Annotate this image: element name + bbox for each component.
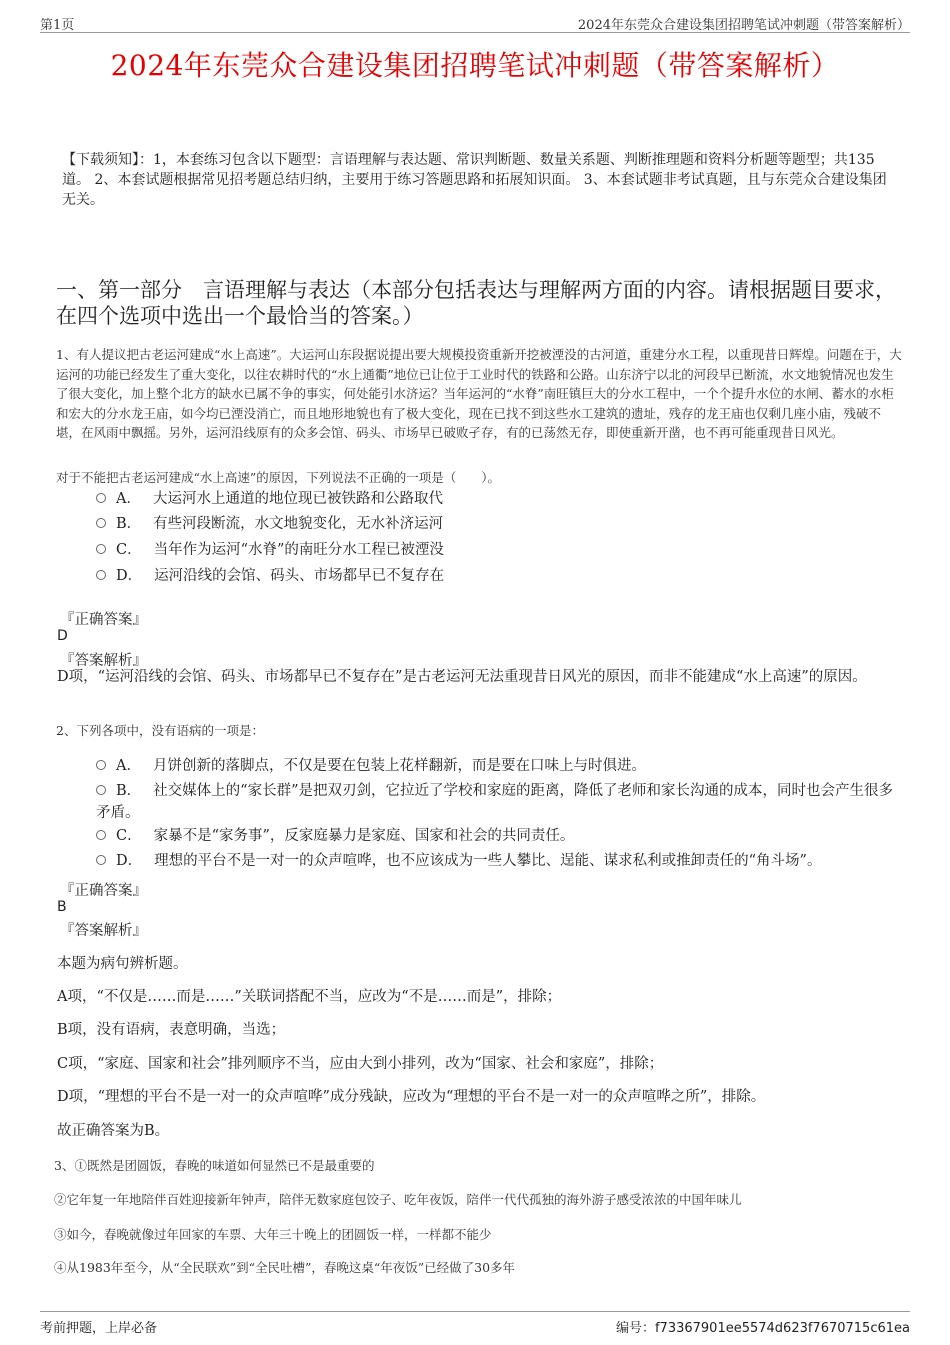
q2-option-b[interactable]: B． 社交媒体上的“家长群”是把双刃剑，它拉近了学校和家庭的距离，降低了老师和家长沟通的成本，同时也会产生很多矛盾。: [96, 783, 893, 821]
q1-option-a[interactable]: A． 大运河水上通道的地位现已被铁路和公路取代: [96, 488, 895, 510]
q2-option-a[interactable]: A． 月饼创新的落脚点，不仅是要在包装上花样翻新，而是要在口味上与时俱进。: [96, 755, 895, 777]
question-2-stem: 2、下列各项中，没有语病的一项是：: [56, 723, 264, 738]
page-footer: [40, 1311, 910, 1338]
radio-icon[interactable]: [96, 570, 106, 580]
radio-icon[interactable]: [96, 855, 106, 865]
q1-answer-label: 『正确答案』: [60, 612, 147, 628]
q2-option-c[interactable]: C． 家暴不是“家务事”，反家庭暴力是家庭、国家和社会的共同责任。: [96, 825, 895, 847]
q1-analysis: D项，“运河沿线的会馆、码头、市场都早已不复存在”是古老运河无法重现昔日风光的原因，而非不能建成“水上高速”的原因。: [57, 669, 867, 685]
q2-answer: B: [57, 899, 67, 915]
question-3-line: ③如今，春晚就像过年回家的车票、大年三十晚上的团圆饭一样，一样都不能少: [54, 1227, 492, 1242]
question-1-passage: 1、有人提议把古老运河建成“水上高速”。大运河山东段据说提出要大规模投资重新开挖被湮没的古河道，重建分水工程，以重现昔日辉煌。问题在于，大运河的功能已经发生了重大变化，以往农耕时代的“水上通衢”地位已让位于工业时代的铁路和公路。山东济宁以北的河段早已断流，水文地貌情况也发生了很大变化，加上整个北方的缺水已属不争的事实，何处能引水济运？当年运河的“水脊”南旺镇巨大的分水工程中，一个个提升水位的水闸、蓄水的水柜和宏大的分水龙王庙，如今均已湮没消亡，而且地形地貌也有了极大变化，现在已找不到这些水工建筑的遗址，残存的龙王庙也仅剩几座小庙，残破不堪，在风雨中飘摇。另外，运河沿线原有的众多会馆、码头、市场早已破败孑存，有的已荡然无存，即使重新开凿，也不再可能重现昔日风光。: [56, 347, 902, 441]
download-notice: 【下载须知】：1，本套练习包含以下题型：言语理解与表达题、常识判断题、数量关系题、判断推理题和资料分析题等题型；共135道。 2、本套试题根据常见招考题总结归纳，主要用于练习答题思路和拓展知识面。 3、本套试题非考试真题，且与东莞众合建设集团无关。: [62, 152, 887, 208]
q2-analysis-line: D项，“理想的平台不是一对一的众声喧哗”成分残缺，应改为“理想的平台不是一对一的众声喧哗之所”，排除。: [57, 1089, 766, 1105]
page-header: [40, 12, 910, 33]
page-number: 第1页: [40, 18, 75, 33]
section-title: 一、第一部分 言语理解与表达（本部分包括表达与理解两方面的内容。请根据题目要求，在四个选项中选出一个最恰当的答案。）: [56, 278, 896, 328]
q1-option-c[interactable]: C． 当年作为运河“水脊”的南旺分水工程已被湮没: [96, 539, 895, 561]
q1-option-d[interactable]: D． 运河沿线的会馆、码头、市场都早已不复存在: [96, 565, 895, 587]
q1-answer: D: [57, 628, 68, 644]
q2-analysis-label: 『答案解析』: [60, 923, 147, 939]
q2-option-d[interactable]: D． 理想的平台不是一对一的众声喧哗，也不应该成为一些人攀比、逞能、谋求私利或推卸责任的“角斗场”。: [96, 850, 895, 872]
q2-analysis-line: B项，没有语病，表意明确，当选；: [57, 1022, 286, 1038]
q2-analysis-line: 故正确答案为B。: [57, 1123, 170, 1139]
question-3-line: ④从1983年至今，从“全民联欢”到“全民吐槽”，春晚这桌“年夜饭”已经做了30多年: [54, 1260, 516, 1275]
footer-doc-code: [616, 1317, 910, 1336]
q2-answer-label: 『正确答案』: [60, 883, 147, 899]
radio-icon[interactable]: [96, 518, 106, 528]
footer-slogan: 考前押题，上岸必备: [40, 1321, 158, 1336]
q2-analysis-line: C项，“家庭、国家和社会”排列顺序不当，应由大到小排列，改为“国家、社会和家庭”，排除；: [57, 1056, 664, 1072]
radio-icon[interactable]: [96, 830, 106, 840]
question-1-stem: 对于不能把古老运河建成“水上高速”的原因，下列说法不正确的一项是（ ）。: [56, 470, 501, 485]
radio-icon[interactable]: [96, 760, 106, 770]
q1-option-b[interactable]: B． 有些河段断流，水文地貌变化，无水补济运河: [96, 513, 895, 535]
radio-icon[interactable]: [96, 544, 106, 554]
question-3-line: ②它年复一年地陪伴百姓迎接新年钟声，陪伴无数家庭包饺子、吃年夜饭，陪伴一代代孤独的海外游子感受浓浓的中国年味儿: [54, 1192, 742, 1207]
footer-code-label: 编号：: [615, 1321, 655, 1336]
q1-analysis-label: 『答案解析』: [60, 653, 147, 669]
question-3-line: 3、①既然是团圆饭，春晚的味道如何显然已不是最重要的: [54, 1158, 375, 1173]
q2-analysis-line: A项，“不仅是……而是……”关联词搭配不当，应改为“不是……而是”，排除；: [57, 989, 562, 1005]
footer-code: f73367901ee5574d623f7670715c61ea: [654, 1321, 910, 1336]
header-doc-title: 2024年东莞众合建设集团招聘笔试冲刺题（带答案解析）: [577, 18, 910, 33]
document-title: 2024年东莞众合建设集团招聘笔试冲刺题（带答案解析）: [110, 49, 840, 82]
radio-icon[interactable]: [96, 493, 106, 503]
radio-icon[interactable]: [96, 785, 106, 795]
q2-analysis-line: 本题为病句辨析题。: [57, 956, 188, 972]
